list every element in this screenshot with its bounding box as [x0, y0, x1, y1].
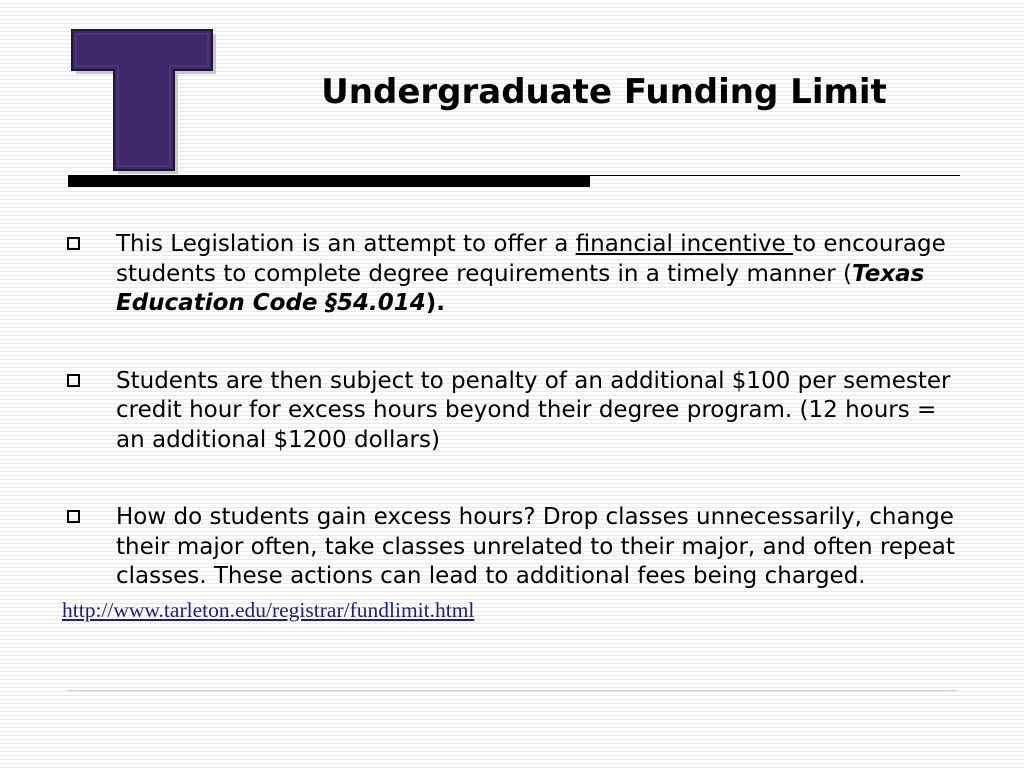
fundlimit-link[interactable]: http://www.tarleton.edu/registrar/fundlimit.html: [62, 597, 475, 622]
title-rule-thick: [68, 175, 590, 187]
square-bullet-icon: [67, 237, 80, 250]
bullet-item-excess-hours: [62, 503, 962, 592]
bullet-item-penalty: [62, 367, 962, 456]
bullet-text: Students are then subject to penalty of an additional $100 per semester credit hour for excess hours beyond their degree program. (12 hours = an additional $1200 dollars): [116, 367, 951, 453]
university-t-logo: [62, 22, 218, 178]
footer-divider: [68, 690, 956, 691]
bullet-text: How do students gain excess hours? Drop classes unnecessarily, change their major often, take classes unrelated to their major, and often repeat classes. These actions can lead to additional fees being charged.: [116, 504, 955, 589]
slide-body: [62, 230, 962, 623]
bullet-text-post: ).: [425, 290, 446, 316]
title-rule-thin: [590, 175, 960, 176]
square-bullet-icon: [67, 510, 80, 523]
t-logo-graphic: [62, 22, 218, 178]
square-bullet-icon: [67, 374, 80, 387]
bullet-text-code-reference: Texas Education Code §54.014: [116, 260, 925, 316]
bullet-item-legislation: [62, 230, 962, 319]
page-title: Undergraduate Funding Limit: [321, 72, 887, 112]
bullet-text-mid: to encourage students to complete degree requirements in a timely manner (: [116, 231, 946, 287]
bullet-text-underlined: financial incentive: [575, 231, 794, 257]
bullet-text-pre: This Legislation is an attempt to offer a: [116, 231, 576, 257]
